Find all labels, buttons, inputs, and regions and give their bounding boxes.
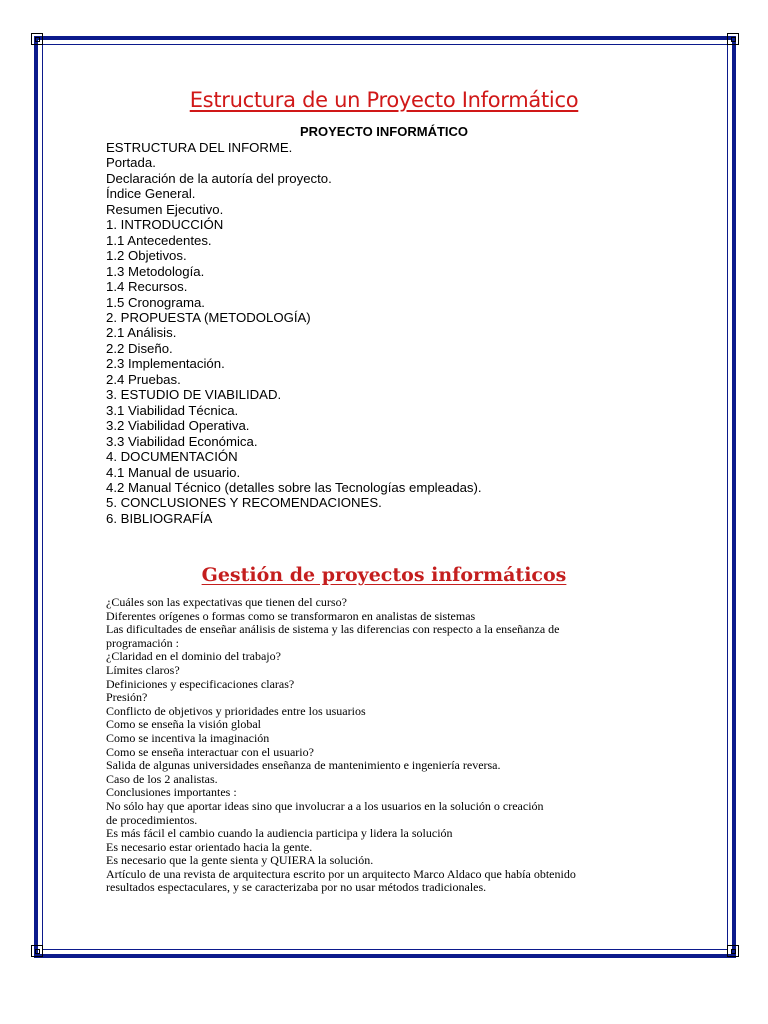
text-line: 3.3 Viabilidad Económica.: [106, 433, 258, 449]
text-line: Definiciones y especificaciones claras?: [106, 676, 295, 691]
text-line: Índice General.: [106, 186, 196, 202]
text-line: 1.2 Objetivos.: [106, 248, 187, 264]
text-line: Límites claros?: [106, 662, 180, 677]
text-line: de procedimientos.: [106, 812, 198, 827]
text-line: 3. ESTUDIO DE VIABILIDAD.: [106, 387, 282, 403]
text-line: resultados espectaculares, y se caracterizaba por no usar métodos tradicionales.: [106, 880, 487, 895]
text-line: Declaración de la autoría del proyecto.: [106, 170, 332, 186]
corner-ornament-bottom-right: [727, 945, 739, 957]
text-line: 4.2 Manual Técnico (detalles sobre las Tecnologías empleadas).: [106, 479, 482, 495]
text-line: 1.5 Cronograma.: [106, 294, 205, 310]
text-line: ¿Claridad en el dominio del trabajo?: [106, 649, 281, 664]
text-line: Es más fácil el cambio cuando la audiencia participa y lidera la solución: [106, 826, 453, 841]
text-line: Diferentes orígenes o formas como se transformaron en analistas de sistemas: [106, 608, 476, 623]
text-line: 4. DOCUMENTACIÓN: [106, 449, 238, 465]
text-line: Conflicto de objetivos y prioridades entre los usuarios: [106, 703, 366, 718]
text-line: Como se enseña la visión global: [106, 717, 261, 732]
text-line: 1.4 Recursos.: [106, 279, 188, 295]
text-line: 2. PROPUESTA (METODOLOGÍA): [106, 309, 311, 325]
text-line: Como se enseña interactuar con el usuario?: [106, 744, 314, 759]
text-line: 2.4 Pruebas.: [106, 371, 181, 387]
text-line: Resumen Ejecutivo.: [106, 201, 224, 217]
text-line: 5. CONCLUSIONES Y RECOMENDACIONES.: [106, 495, 382, 511]
text-line: 2.3 Implementación.: [106, 356, 225, 372]
text-line: 3.1 Viabilidad Técnica.: [106, 402, 239, 418]
text-line: Conclusiones importantes :: [106, 785, 237, 800]
text-line: Es necesario estar orientado hacia la gente.: [106, 839, 313, 854]
corner-ornament-top-right: [727, 33, 739, 45]
text-line: Portada.: [106, 155, 156, 171]
section-2-title: Gestión de proyectos informáticos: [201, 564, 567, 586]
text-line: 1.1 Antecedentes.: [106, 232, 212, 248]
text-line: 3.2 Viabilidad Operativa.: [106, 418, 250, 434]
project-management-notes: [106, 596, 576, 895]
text-line: ESTRUCTURA DEL INFORME.: [106, 140, 293, 155]
text-line: 4.1 Manual de usuario.: [106, 464, 241, 480]
text-line: ¿Cuáles son las expectativas que tienen del curso?: [106, 595, 347, 609]
section-1-title: Estructura de un Proyecto Informático: [189, 88, 579, 112]
text-line: Artículo de una revista de arquitectura escrito por un arquitecto Marco Aldaco que había obtenido: [106, 866, 576, 881]
section-1-subtitle: PROYECTO INFORMÁTICO: [299, 124, 469, 139]
corner-ornament-top-left: [31, 33, 43, 45]
report-structure-list: [106, 140, 482, 526]
text-line: Caso de los 2 analistas.: [106, 771, 218, 786]
text-line: Presión?: [106, 690, 148, 705]
text-line: Es necesario que la gente sienta y QUIERA la solución.: [106, 853, 374, 868]
text-line: 2.2 Diseño.: [106, 340, 173, 356]
text-line: No sólo hay que aportar ideas sino que involucrar a a los usuarios en la solución o creación: [106, 798, 544, 813]
text-line: 6. BIBLIOGRAFÍA: [106, 510, 213, 526]
text-line: programación :: [106, 635, 179, 650]
text-line: Las dificultades de enseñar análisis de sistema y las diferencias con respecto a la enseñanza de: [106, 622, 560, 637]
text-line: Como se incentiva la imaginación: [106, 730, 270, 745]
text-line: Salida de algunas universidades enseñanza de mantenimiento e ingeniería reversa.: [106, 758, 501, 773]
text-line: 1.3 Metodología.: [106, 263, 205, 279]
text-line: 1. INTRODUCCIÓN: [106, 217, 224, 233]
corner-ornament-bottom-left: [31, 945, 43, 957]
text-line: 2.1 Análisis.: [106, 325, 177, 341]
